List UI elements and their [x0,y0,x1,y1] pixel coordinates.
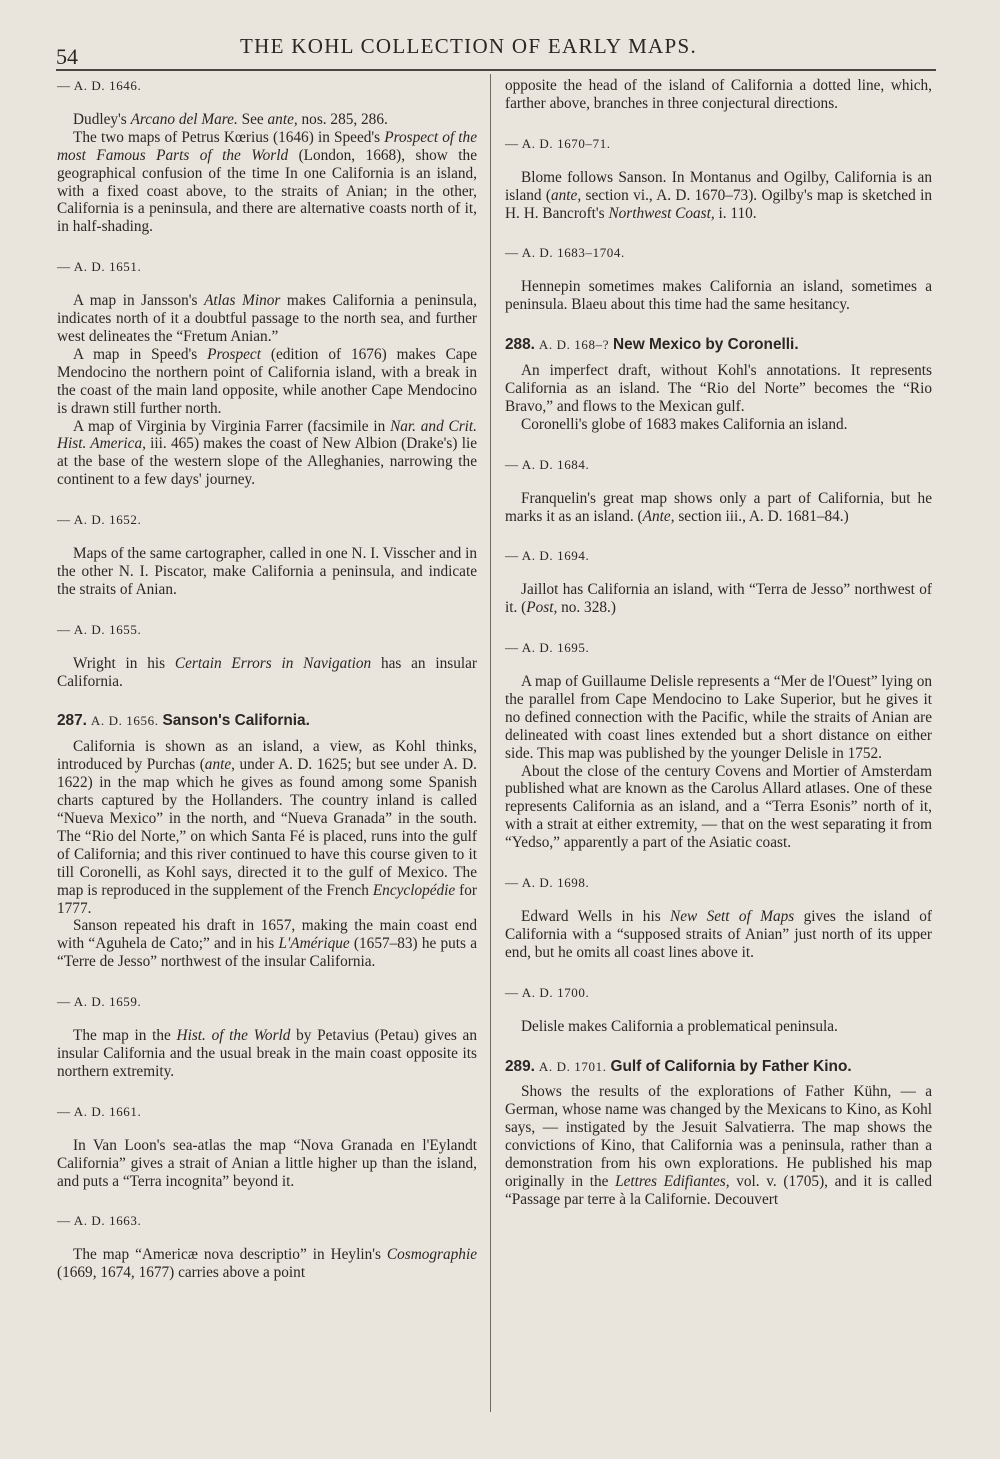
entry-date: — A. D. 1661. [57,1103,142,1119]
column-divider [490,74,491,1412]
page-header [56,30,936,74]
entry-paragraph: Hennepin sometimes makes California an island, sometimes a peninsula. Blaeu about this time had the same hesitancy. [505,278,932,314]
entry-paragraph: Shows the results of the explorations of Father Kühn, — a German, whose name was changed by the Mexicans to Kino, as Kohl says, — instigated by the Jesuit Salvatierra. The map shows the convictions of Kino, that California was a peninsula, rather than a demonstration from his own explorations. He published his map originally in the Lettres Edifiantes, vol. v. (1705), and it is called “Passage par terre à la Californie. Decouvert [505,1083,932,1208]
entry-paragraph: A map of Virginia by Virginia Farrer (facsimile in Nar. and Crit. Hist. America, iii. 465) makes the coast of New Albion (Drake's) lie at the base of the western slope of the Alleghanies, narrowing the continent to a few days' journey. [57,417,477,489]
entry-paragraph: Delisle makes California a problematical peninsula. [521,1017,838,1035]
entry-paragraph: The map in the Hist. of the World by Petavius (Petau) gives an insular California and the usual break in the main coast opposite its northern extremity. [57,1027,477,1080]
entry-date: — A. D. 1700. [505,984,590,1000]
right-column [505,77,932,1209]
entry-date: — A. D. 1670–71. [505,135,611,151]
section-heading-289: 289. A. D. 1701. Gulf of California by Father Kino. [505,1057,852,1075]
entry-paragraph: A map of Guillaume Delisle represents a “Mer de l'Ouest” lying on the parallel from Cape Mendocino to Lake Superior, but he gives it no defined connection with the Pacific, while the straits of Anian are delineated with coast lines extended but a short distance on either side. This map was published by the younger Delisle in 1752. [505,673,932,762]
continued-paragraph: opposite the head of the island of California a dotted line, which, farther above, branches in three conjectural directions. [505,77,932,112]
entry-paragraph: About the close of the century Covens and Mortier of Amsterdam published what are known as the Carolus Allard atlases. One of these represents California as an island, and a “Terra Esonis” north of it, with a strait at either extremity, — that on the west separating it from “Yedso,” apparently a part of the Asiatic coast. [505,762,932,852]
entry-date: — A. D. 1698. [505,875,590,891]
left-column [57,77,477,1282]
entry-date: — A. D. 1694. [505,548,590,564]
entry-paragraph: Jaillot has California an island, with “Terra de Jesso” northwest of it. (Post, no. 328.) [505,581,932,617]
entry-date: — A. D. 1646. [57,78,142,93]
entry-paragraph: The map “Americæ nova descriptio” in Heylin's Cosmographie (1669, 1674, 1677) carries above a point [57,1246,477,1282]
entry-paragraph: Maps of the same cartographer, called in one N. I. Visscher and in the other N. I. Piscator, make California a peninsula, and indicate the straits of Anian. [57,545,477,598]
entry-paragraph: Coronelli's globe of 1683 makes California an island. [521,415,848,433]
header-rule [56,69,936,71]
entry-paragraph: Wright in his Certain Errors in Navigation has an insular California. [57,654,477,690]
page-number: 54 [56,44,78,69]
entry-paragraph: Edward Wells in his New Sett of Maps gives the island of California with a “supposed straits of Anian” just north of its upper end, but he omits all coast lines above it. [505,908,932,961]
running-head: THE KOHL COLLECTION OF EARLY MAPS. [240,34,698,58]
entry-date: — A. D. 1659. [57,994,142,1010]
entry-paragraph: California is shown as an island, a view, as Kohl thinks, introduced by Purchas (ante, under A. D. 1625; but see under A. D. 1622) in the map which he gives as found among some Spanish charts captured by the Hollanders. The country inland is called “Nueva Mexico” in the north, and “Nueva Granada” in the south. The “Rio del Norte,” on which Santa Fé is placed, runs into the gulf of California; and this river continued to have this course given to it till Coronelli, as Kohl says, directed it to the gulf of Mexico. The map is reproduced in the supplement of the French Encyclopédie for 1777. [57,738,477,917]
entry-paragraph: Blome follows Sanson. In Montanus and Ogilby, California is an island (ante, section vi., A. D. 1670–73). Ogilby's map is sketched in H. H. Bancroft's Northwest Coast, i. 110. [505,168,932,222]
entry-date: — A. D. 1683–1704. [505,245,625,261]
entry-date: — A. D. 1652. [57,512,142,528]
entry-paragraph: Franquelin's great map shows only a part of California, but he marks it as an island. (Ante, section iii., A. D. 1681–84.) [505,489,932,525]
entry-paragraph: Dudley's Arcano del Mare. See ante, nos. 285, 286. [73,110,388,128]
entry-paragraph: A map in Jansson's Atlas Minor makes California a peninsula, indicates north of it a doubtful passage to the north sea, and further west delineates the “Fretum Anian.” [57,292,477,345]
entry-paragraph: In Van Loon's sea-atlas the map “Nova Granada en l'Eylandt California” gives a strait of Anian a little higher up than the island, and puts a “Terra incognita” beyond it. [57,1136,477,1190]
entry-date: — A. D. 1695. [505,640,590,656]
entry-paragraph: Sanson repeated his draft in 1657, making the main coast end with “Aguhela de Cato;” and in his L'Amérique (1657–83) he puts a “Terre de Jesso” northwest of the insular California. [57,917,477,971]
entry-paragraph: An imperfect draft, without Kohl's annotations. It represents California as an island. The “Rio del Norte” becomes the “Rio Bravo,” and flows to the Mexican gulf. [505,362,932,415]
entry-date: — A. D. 1655. [57,621,142,637]
entry-paragraph: The two maps of Petrus Kœrius (1646) in Speed's Prospect of the most Famous Parts of the World (London, 1668), show the geographical confusion of the time In one California is an island, with a fixed coast above, to the straits of Anian; in the other, California is a peninsula, and there are alternative coasts north of it, in half-shading. [57,128,478,236]
entry-date: — A. D. 1684. [505,456,590,472]
entry-date: — A. D. 1651. [57,259,142,275]
entry-paragraph: A map in Speed's Prospect (edition of 1676) makes Cape Mendocino the northern point of California island, with a break in the coast of the main land opposite, while another Cape Mendocino is drawn still further north. [57,345,478,417]
entry-date: — A. D. 1663. [57,1213,142,1229]
section-heading-288: 288. A. D. 168–? New Mexico by Coronelli. [505,336,799,354]
section-heading-287: 287. A. D. 1656. Sanson's California. [57,712,310,730]
